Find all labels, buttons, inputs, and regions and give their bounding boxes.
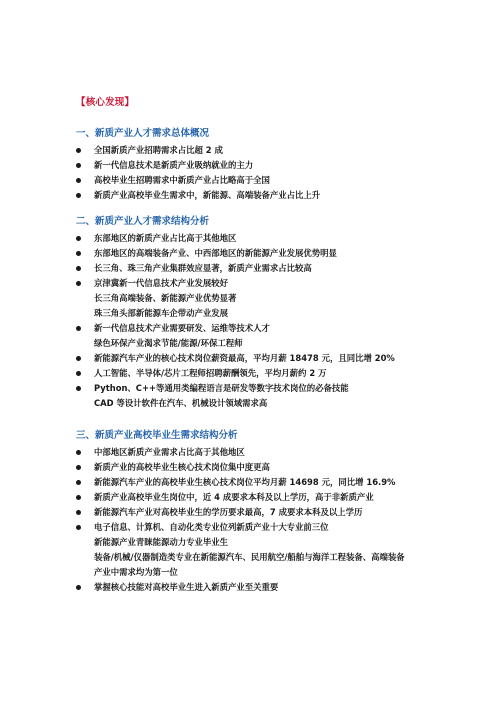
list-item	[76, 173, 436, 188]
item-text: 电子信息、计算机、自动化类专业位列新质产业十大专业前三位	[94, 522, 329, 532]
bullet-icon	[76, 178, 81, 183]
item-text: 新质产业的高校毕业生核心技术岗位集中度更高	[94, 462, 270, 472]
item-text: 长三角高端装备、新能源产业优势显著	[94, 293, 237, 303]
list-item	[76, 381, 436, 396]
item-text: 掌握核心技能对高校毕业生进入新质产业至关重要	[94, 582, 279, 592]
item-text: 珠三角头部新能源车企带动产业发展	[94, 308, 228, 318]
item-text: 绿色环保产业渴求节能/能源/环保工程师	[94, 338, 243, 348]
bullet-icon	[76, 236, 81, 241]
list-item	[76, 460, 436, 475]
list-item	[76, 158, 436, 173]
list-item	[76, 396, 436, 411]
list-item	[76, 143, 436, 158]
bullet-icon	[76, 465, 81, 470]
list-item	[76, 246, 436, 261]
bullet-icon	[76, 585, 81, 590]
item-text: 京津冀新一代信息技术产业发展较好	[94, 278, 228, 288]
item-text: 全国新质产业招聘需求占比超 2 成	[94, 145, 223, 155]
list-item	[76, 505, 436, 520]
item-text: 长三角、珠三角产业集群效应显著，新质产业需求占比较高	[94, 263, 312, 273]
bullet-icon	[76, 281, 81, 286]
section-title: 二、新质产业人才需求结构分析	[76, 216, 210, 227]
bullet-icon	[76, 495, 81, 500]
bullet-icon	[76, 356, 81, 361]
bullet-icon	[76, 510, 81, 515]
item-text: 新质产业高校毕业生需求中，新能源、高端装备产业占比上升	[94, 190, 321, 200]
list-item	[76, 261, 436, 276]
bullet-icon	[76, 450, 81, 455]
bullet-icon	[76, 371, 81, 376]
item-text: 新一代信息技术产业需要研发、运维等技术人才	[94, 323, 270, 333]
item-text: 新能源汽车产业的高校毕业生核心技术岗位平均月薪 14698 元，同比增 16.9%	[94, 477, 396, 487]
list-item	[76, 291, 436, 306]
bullet-icon	[76, 480, 81, 485]
bullet-icon	[76, 386, 81, 391]
bullet-icon	[76, 266, 81, 271]
bullet-icon	[76, 193, 81, 198]
bullet-icon	[76, 148, 81, 153]
item-text: 中部地区新质产业需求占比高于其他地区	[94, 447, 245, 457]
list-item	[76, 565, 436, 580]
bullet-icon	[76, 251, 81, 256]
list-item	[76, 445, 436, 460]
list-item	[76, 231, 436, 246]
section-title: 三、新质产业高校毕业生需求结构分析	[76, 430, 238, 441]
item-text: 新能源汽车产业的核心技术岗位薪资最高，平均月薪 18478 元，且同比增 20%	[94, 353, 395, 363]
item-text: 高校毕业生招聘需求中新质产业占比略高于全国	[94, 175, 270, 185]
list-item	[76, 276, 436, 291]
bullet-icon	[76, 163, 81, 168]
bullet-icon	[76, 525, 81, 530]
section-title: 一、新质产业人才需求总体概况	[76, 128, 210, 139]
item-text: 新能源汽车产业对高校毕业生的学历要求最高，7 成要求本科及以上学历	[94, 507, 363, 517]
list-item	[76, 475, 436, 490]
list-item	[76, 490, 436, 505]
list-item	[76, 520, 436, 535]
item-text: 新质产业高校毕业生岗位中，近 4 成要求本科及以上学历，高于非新质产业	[94, 492, 374, 502]
item-text: 新能源产业青睐能源动力专业毕业生	[94, 537, 228, 547]
list-item	[76, 550, 436, 565]
item-text: 人工智能、半导体/芯片工程师招聘薪酬领先，平均月薪约 2 万	[94, 368, 327, 378]
item-text: 新一代信息技术是新质产业吸纳就业的主力	[94, 160, 254, 170]
list-item	[76, 580, 436, 595]
list-item	[76, 188, 436, 203]
item-text: 产业中需求均为第一位	[94, 567, 178, 577]
item-text: 东部地区的新质产业占比高于其他地区	[94, 233, 237, 243]
list-item	[76, 306, 436, 321]
bullet-icon	[76, 326, 81, 331]
item-text: CAD 等设计软件在汽车、机械设计领域需求高	[94, 398, 268, 408]
list-item	[76, 535, 436, 550]
list-item	[76, 321, 436, 336]
item-text: 装备/机械/仪器制造类专业在新能源汽车、民用航空/船舶与海洋工程装备、高端装备	[94, 552, 405, 562]
list-item	[76, 351, 436, 366]
list-item	[76, 336, 436, 351]
list-item	[76, 366, 436, 381]
item-text: 东部地区的高端装备产业、中西部地区的新能源产业发展优势明显	[94, 248, 337, 258]
item-text: Python、C++等通用类编程语言是研发等数字技术岗位的必备技能	[94, 383, 349, 393]
core-findings-tag: 【核心发现】	[76, 97, 135, 108]
